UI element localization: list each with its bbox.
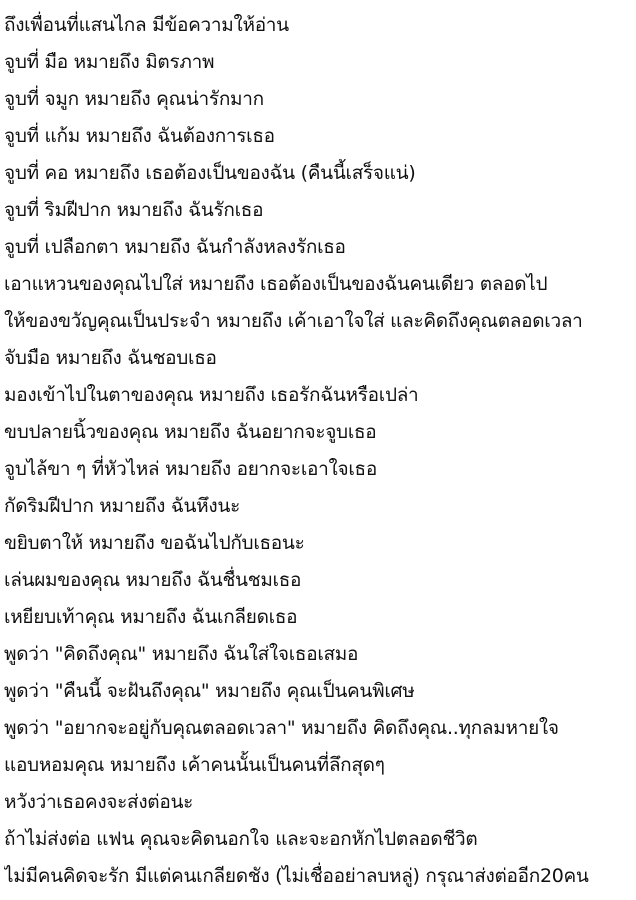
text-line: จูบไล้ขา ๆ ที่หัวไหล่ หมายถึง อยากจะเอาใจเธอ: [4, 458, 377, 480]
text-line: พูดว่า "คิดถึงคุณ" หมายถึง ฉันใส่ใจเธอเสมอ: [4, 643, 359, 665]
text-line: จูบที่ ริมฝีปาก หมายถึง ฉันรักเธอ: [4, 199, 264, 221]
text-line: ขบปลายนิ้วของคุณ หมายถึง ฉันอยากจะจูบเธอ: [4, 421, 377, 443]
text-line: พูดว่า "คืนนี้ จะฝันถึงคุณ" หมายถึง คุณเป็นคนพิเศษ: [4, 680, 415, 702]
text-line: เหยียบเท้าคุณ หมายถึง ฉันเกลียดเธอ: [4, 606, 298, 628]
text-line: จับมือ หมายถึง ฉันชอบเธอ: [4, 347, 217, 369]
text-line: กัดริมฝีปาก หมายถึง ฉันหึงนะ: [4, 495, 240, 517]
text-line: ถึงเพื่อนที่แสนไกล มีข้อความให้อ่าน: [4, 14, 289, 36]
text-line: จูบที่ แก้ม หมายถึง ฉันต้องการเธอ: [4, 125, 275, 147]
text-line: หวังว่าเธอคงจะส่งต่อนะ: [4, 791, 194, 813]
text-line: เล่นผมของคุณ หมายถึง ฉันชื่นชมเธอ: [4, 569, 302, 591]
text-line: แอบหอมคุณ หมายถึง เค้าคนนั้นเป็นคนที่ลึกสุดๆ: [4, 754, 385, 776]
text-line: ขยิบตาให้ หมายถึง ขอฉันไปกับเธอนะ: [4, 532, 305, 554]
text-line: จูบที่ คอ หมายถึง เธอต้องเป็นของฉัน (คืนนี้เสร็จแน่): [4, 162, 416, 184]
text-line: เอาแหวนของคุณไปใส่ หมายถึง เธอต้องเป็นของฉันคนเดียว ตลอดไป: [4, 273, 548, 295]
text-line: พูดว่า "อยากจะอยู่กับคุณตลอดเวลา" หมายถึง คิดถึงคุณ..ทุกลมหายใจ: [4, 717, 559, 739]
text-line: จูบที่ มือ หมายถึง มิตรภาพ: [4, 51, 215, 73]
text-line: จูบที่ จมูก หมายถึง คุณน่ารักมาก: [4, 88, 264, 110]
text-line: ถ้าไม่ส่งต่อ แฟน คุณจะคิดนอกใจ และจะอกหักไปตลอดชีวิต: [4, 828, 478, 850]
text-line: ให้ของขวัญคุณเป็นประจำ หมายถึง เค้าเอาใจใส่ และคิดถึงคุณตลอดเวลา: [4, 310, 583, 332]
text-line: จูบที่ เปลือกตา หมายถึง ฉันกำลังหลงรักเธอ: [4, 236, 346, 258]
text-line: มองเข้าไปในตาของคุณ หมายถึง เธอรักฉันหรือเปล่า: [4, 384, 419, 406]
text-line: ไม่มีคนคิดจะรัก มีแต่คนเกลียดชัง (ไม่เชื่ออย่าลบหลู่) กรุณาส่งต่ออีก20คน: [4, 865, 589, 887]
